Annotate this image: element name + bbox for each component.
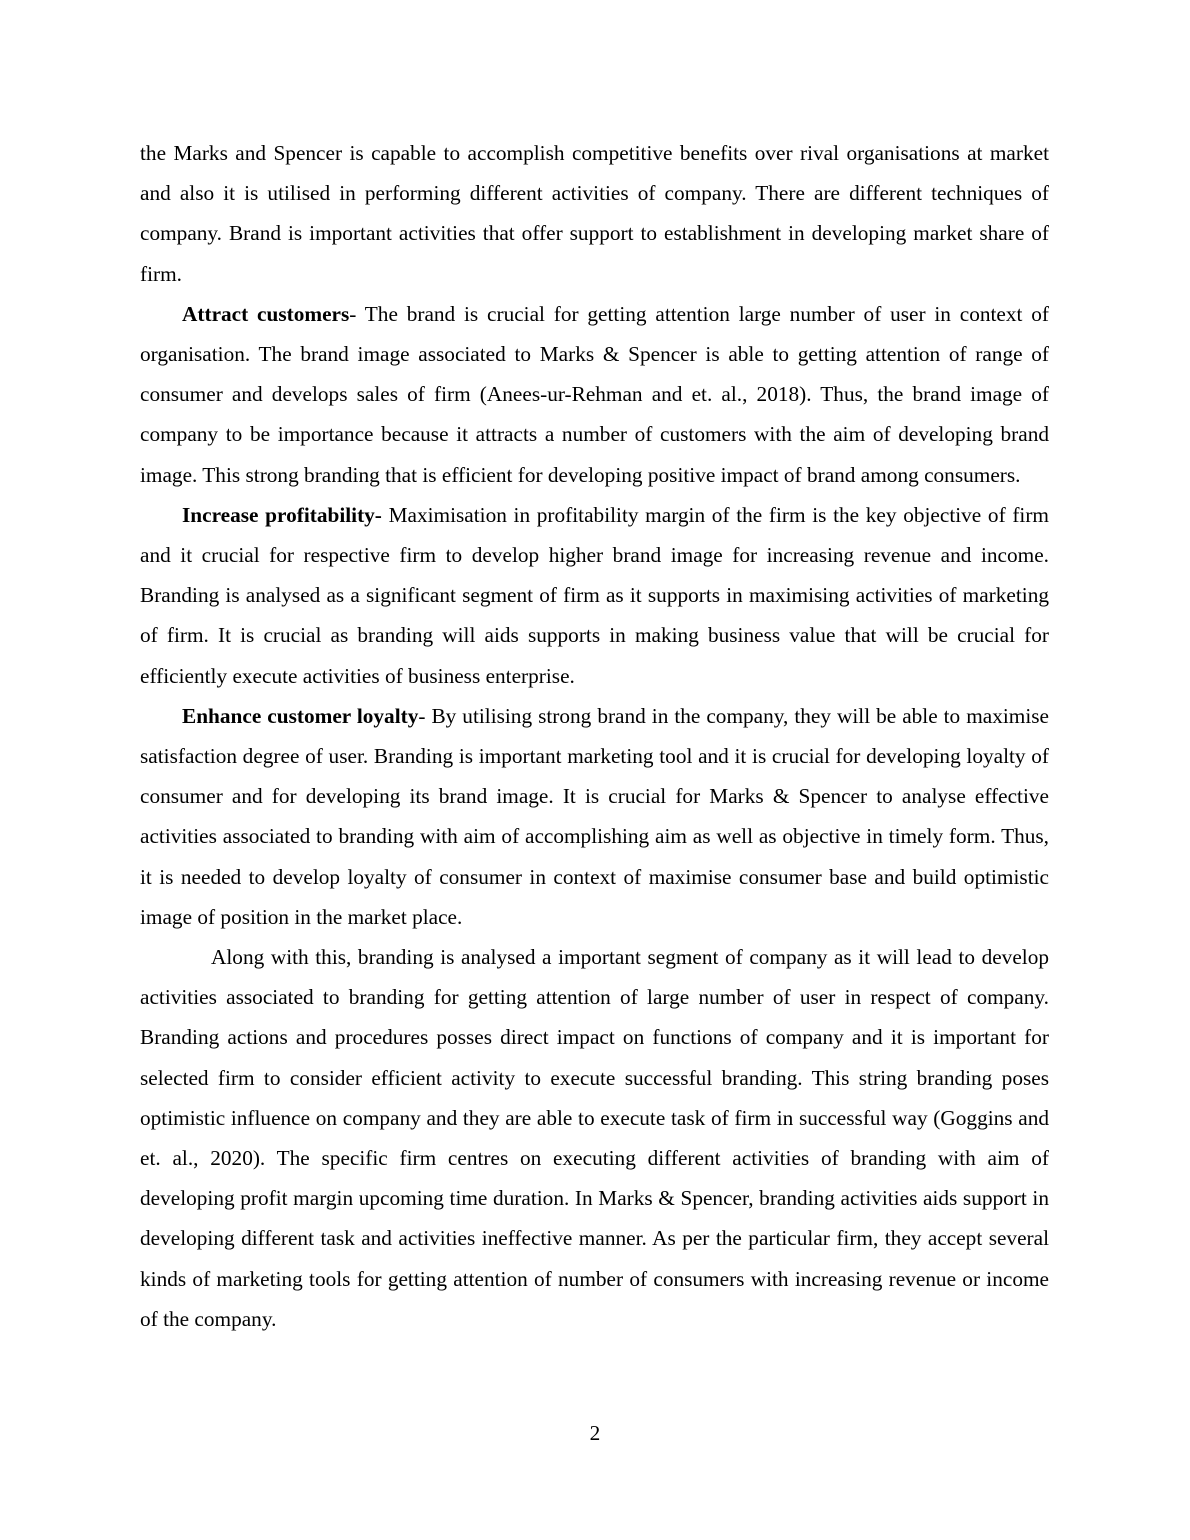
- paragraph-enhance-loyalty: [140, 696, 1049, 937]
- page-number: 2: [589, 1421, 601, 1445]
- paragraph-text: Maximisation in profitability margin of the firm is the key objective of firm and it crucial for respective firm to develop higher brand image for increasing revenue and income. Branding is analysed as a significant segment of firm as it supports in maximising activities of marketing of firm. It is crucial as branding will aids supports in making business value that will be crucial for efficiently execute activities of business enterprise.: [140, 502, 1049, 688]
- paragraph-text: Along with this, branding is analysed a important segment of company as it will lead to develop activities associated to branding for getting attention of large number of user in respect of company. Branding actions and procedures posses direct impact on functions of company and it is important for selected firm to consider efficient activity to execute successful branding. This string branding poses optimistic influence on company and they are able to execute task of firm in successful way (Goggins and et. al., 2020). The specific firm centres on executing different activities of branding with aim of developing profit margin upcoming time duration. In Marks & Spencer, branding activities aids support in developing different task and activities ineffective manner. As per the particular firm, they accept several kinds of marketing tools for getting attention of number of consumers with increasing revenue or income of the company.: [140, 945, 1049, 1331]
- paragraph-increase-profitability: [140, 495, 1049, 696]
- paragraph-text: the Marks and Spencer is capable to accomplish competitive benefits over rival organisations at market and also it is utilised in performing different activities of company. There are different techniques of company. Brand is important activities that offer support to establishment in developing market share of firm.: [140, 141, 1049, 286]
- paragraph-along-with-this: [140, 937, 1049, 1339]
- paragraph-heading: Enhance customer loyalty: [182, 703, 419, 728]
- paragraph-text: - By utilising strong brand in the company, they will be able to maximise satisfaction degree of user. Branding is important marketing tool and it is crucial for developing loyalty of consumer and for developing its brand image. It is crucial for Marks & Spencer to analyse effective activities associated to branding with aim of accomplishing aim as well as objective in timely form. Thus, it is needed to develop loyalty of consumer in context of maximise consumer base and build optimistic image of position in the market place.: [140, 703, 1049, 929]
- paragraph-heading: Attract customers: [182, 301, 350, 326]
- paragraph-text: - The brand is crucial for getting attention large number of user in context of organisation. The brand image associated to Marks & Spencer is able to getting attention of range of consumer and develops sales of firm (Anees-ur-Rehman and et. al., 2018). Thus, the brand image of company to be importance because it attracts a number of customers with the aim of developing brand image. This strong branding that is efficient for developing positive impact of brand among consumers.: [140, 301, 1049, 487]
- paragraph-attract-customers: [140, 294, 1049, 495]
- paragraph-heading: Increase profitability-: [182, 502, 382, 527]
- document-body: [140, 133, 1049, 1339]
- paragraph-intro-continuation: [140, 133, 1049, 294]
